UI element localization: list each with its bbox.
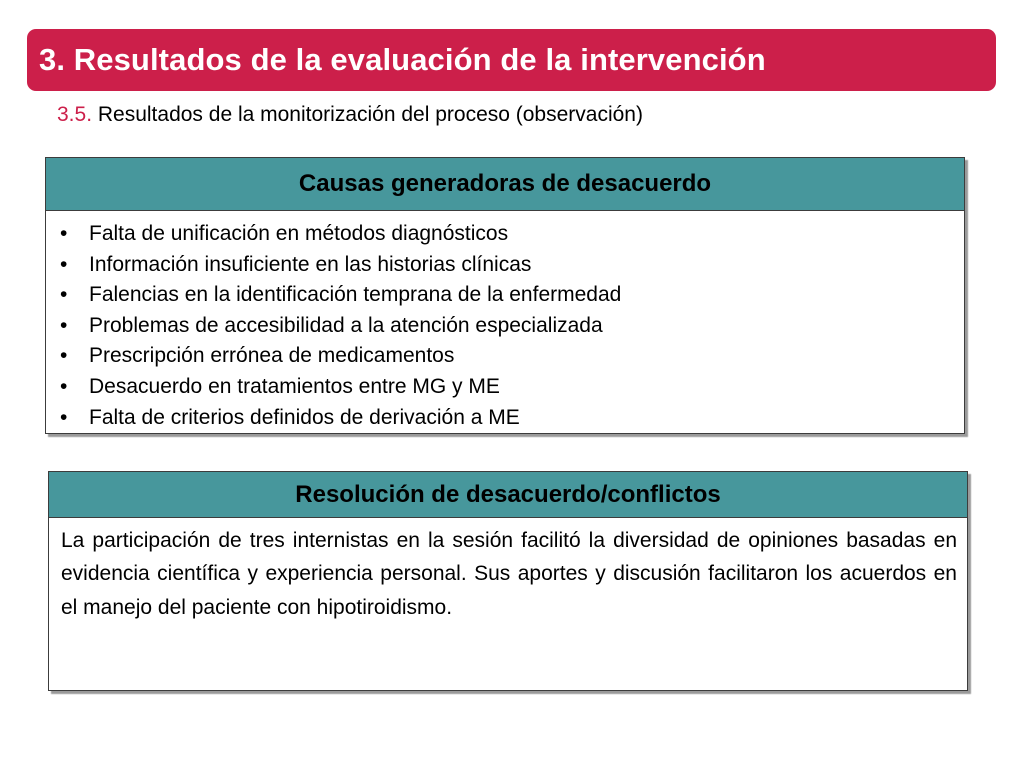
list-item-text: Falta de unificación en métodos diagnósticos (89, 222, 509, 245)
list-item-text: Prescripción errónea de medicamentos (89, 344, 455, 368)
subtitle-number: 3.5. (57, 103, 93, 126)
causas-heading: Causas generadoras de desacuerdo (46, 158, 964, 211)
bullet: • (60, 344, 68, 368)
list-item (60, 250, 964, 281)
bullet: • (60, 374, 68, 398)
bullet: • (60, 283, 68, 307)
list-item-text: Información insuficiente en las historias clínicas (89, 252, 532, 276)
bullet: • (60, 313, 68, 337)
list-item (60, 280, 964, 311)
section-subtitle (57, 103, 643, 127)
list-item-text: Problemas de accesibilidad a la atención especializada (89, 313, 603, 337)
list-item-text: Falta de criterios definidos de derivación a ME (89, 405, 520, 429)
page-title: 3. Resultados de la evaluación de la intervención (39, 42, 766, 77)
subtitle-text: Resultados de la monitorización del proceso (observación) (92, 103, 643, 126)
list-item (60, 311, 964, 342)
bullet: • (60, 252, 68, 276)
bullet: • (60, 405, 68, 429)
causas-table (45, 157, 965, 434)
resolucion-heading: Resolución de desacuerdo/conflictos (49, 472, 967, 518)
list-item (60, 219, 964, 250)
list-item-text: Falencias en la identificación temprana de la enfermedad (89, 283, 622, 307)
bullet: • (60, 222, 68, 245)
list-item (60, 403, 964, 434)
resolucion-body: La participación de tres internistas en la sesión facilitó la diversidad de opiniones basadas en evidencia científica y experiencia personal. Sus aportes y discusión facilitaron los acuerdos en el manejo del paciente con hipotiroidismo. (61, 529, 957, 619)
causas-list (46, 211, 964, 433)
list-item (60, 341, 964, 372)
list-item-text: Desacuerdo en tratamientos entre MG y ME (89, 374, 500, 398)
list-item (60, 372, 964, 403)
title-bar (27, 29, 996, 91)
resolucion-table (48, 471, 968, 691)
